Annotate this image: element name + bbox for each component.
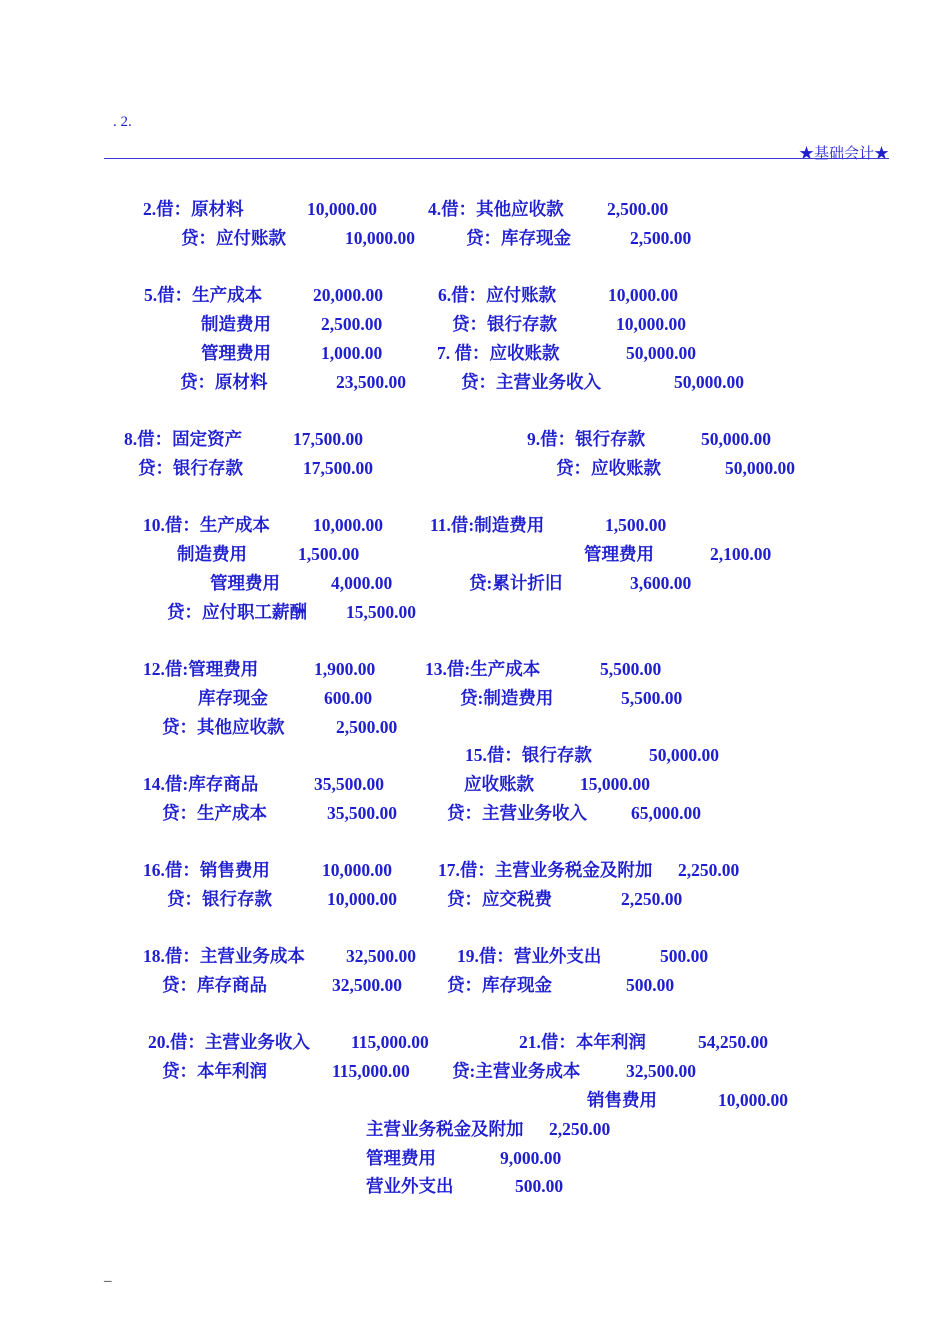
entry-13-debit-account: 13.借:生产成本 [425,659,541,679]
entry-18-debit-amount: 32,500.00 [346,946,416,966]
entry-5-debit-amount-3: 1,000.00 [321,343,383,363]
entry-11-debit-amount-2: 2,100.00 [710,544,772,564]
entry-16-credit-amount: 10,000.00 [327,889,397,909]
entry-12-credit-account: 贷：其他应收款 [162,717,285,737]
entry-4-debit-account: 4.借：其他应收款 [428,199,564,219]
entry-15-credit-amount: 65,000.00 [631,803,701,823]
entry-9-debit-amount: 50,000.00 [701,429,771,449]
entry-12-debit-account-2: 库存现金 [198,688,268,708]
header-divider [104,158,889,159]
entry-21-credit-account-3: 主营业务税金及附加 [366,1119,524,1139]
entry-21-credit-amount: 32,500.00 [626,1061,696,1081]
entry-21-credit-amount-3: 2,250.00 [549,1119,611,1139]
entry-12-credit-amount: 2,500.00 [336,717,398,737]
entry-21-credit-account-4: 管理费用 [366,1148,436,1168]
entry-21-debit-amount: 54,250.00 [698,1032,768,1052]
entry-6-credit-account: 贷：银行存款 [452,314,557,334]
entry-7-credit-account: 贷：主营业务收入 [461,372,601,392]
entry-21-credit-amount-5: 500.00 [515,1176,564,1196]
entry-11-debit-account: 11.借:制造费用 [430,515,545,535]
entry-5-debit-account-2: 制造费用 [201,314,271,334]
entry-6-credit-amount: 10,000.00 [616,314,686,334]
entry-14-credit-amount: 35,500.00 [327,803,397,823]
entry-18-credit-account: 贷：库存商品 [162,975,267,995]
entry-11-debit-amount: 1,500.00 [605,515,667,535]
entry-5-debit-amount: 20,000.00 [313,285,383,305]
entry-5-credit-amount: 23,500.00 [336,372,406,392]
document-header-title: ★基础会计★ [798,146,889,162]
entry-19-debit-amount: 500.00 [660,946,709,966]
entry-4-credit-account: 贷：库存现金 [466,228,571,248]
entry-13-credit-amount: 5,500.00 [621,688,683,708]
entry-8-credit-amount: 17,500.00 [303,458,373,478]
entry-15-debit-account-2: 应收账款 [464,774,534,794]
entry-21-credit-account-5: 营业外支出 [366,1176,454,1196]
entry-2-credit-amount: 10,000.00 [345,228,415,248]
entry-20-credit-account: 贷：本年利润 [162,1061,267,1081]
entry-17-credit-account: 贷：应交税费 [447,889,552,909]
entry-8-debit-amount: 17,500.00 [293,429,363,449]
entry-19-credit-amount: 500.00 [626,975,675,995]
entry-12-debit-account: 12.借:管理费用 [143,659,259,679]
entry-20-debit-account: 20.借：主营业务收入 [148,1032,310,1052]
entry-17-debit-amount: 2,250.00 [678,860,740,880]
entry-9-credit-account: 贷：应收账款 [556,458,661,478]
entry-15-credit-account: 贷：主营业务收入 [447,803,587,823]
entry-19-credit-account: 贷：库存现金 [447,975,552,995]
entry-15-debit-account: 15.借：银行存款 [465,745,592,765]
entry-16-debit-amount: 10,000.00 [322,860,392,880]
entry-5-debit-amount-2: 2,500.00 [321,314,383,334]
entry-4-debit-amount: 2,500.00 [607,199,669,219]
entry-10-debit-account-2: 制造费用 [177,544,247,564]
entry-7-credit-amount: 50,000.00 [674,372,744,392]
entry-8-debit-account: 8.借：固定资产 [124,429,243,449]
entry-16-debit-account: 16.借：销售费用 [143,860,270,880]
entry-10-debit-amount: 10,000.00 [313,515,383,535]
entry-17-debit-account: 17.借：主营业务税金及附加 [438,860,653,880]
entry-18-debit-account: 18.借：主营业务成本 [143,946,305,966]
entry-10-debit-amount-3: 4,000.00 [331,573,393,593]
entry-16-credit-account: 贷：银行存款 [167,889,272,909]
entry-17-credit-amount: 2,250.00 [621,889,683,909]
footer-mark: _ [104,1268,112,1284]
entry-6-debit-amount: 10,000.00 [608,285,678,305]
entry-21-credit-account: 贷:主营业务成本 [452,1061,581,1081]
entry-10-credit-account: 贷：应付职工薪酬 [167,602,307,622]
entry-2-debit-amount: 10,000.00 [307,199,377,219]
entry-14-debit-account: 14.借:库存商品 [143,774,259,794]
entry-7-debit-account: 7. 借：应收账款 [437,343,560,363]
entry-4-credit-amount: 2,500.00 [630,228,692,248]
entry-9-debit-account: 9.借：银行存款 [527,429,646,449]
entry-10-debit-account: 10.借：生产成本 [143,515,270,535]
entry-20-debit-amount: 115,000.00 [351,1032,429,1052]
entry-19-debit-account: 19.借：营业外支出 [457,946,602,966]
entry-10-credit-amount: 15,500.00 [346,602,416,622]
entry-10-debit-account-3: 管理费用 [210,573,280,593]
entry-2-credit-account: 贷：应付账款 [181,228,286,248]
entry-20-credit-amount: 115,000.00 [332,1061,410,1081]
entry-13-debit-amount: 5,500.00 [600,659,662,679]
entry-21-credit-amount-2: 10,000.00 [718,1090,788,1110]
entry-7-debit-amount: 50,000.00 [626,343,696,363]
entry-14-credit-account: 贷：生产成本 [162,803,267,823]
entry-9-credit-amount: 50,000.00 [725,458,795,478]
entry-11-debit-account-2: 管理费用 [584,544,654,564]
entry-5-debit-account-3: 管理费用 [201,343,271,363]
entry-2-debit-account: 2.借：原材料 [143,199,244,219]
entry-21-credit-account-2: 销售费用 [587,1090,657,1110]
entry-12-debit-amount: 1,900.00 [314,659,376,679]
entry-8-credit-account: 贷：银行存款 [138,458,243,478]
entry-12-debit-amount-2: 600.00 [324,688,373,708]
entry-21-credit-amount-4: 9,000.00 [500,1148,562,1168]
entry-18-credit-amount: 32,500.00 [332,975,402,995]
entry-10-debit-amount-2: 1,500.00 [298,544,360,564]
entry-15-debit-amount-2: 15,000.00 [580,774,650,794]
entry-13-credit-account: 贷:制造费用 [460,688,554,708]
entry-14-debit-amount: 35,500.00 [314,774,384,794]
entry-5-debit-account: 5.借：生产成本 [144,285,263,305]
page-number: . 2. [113,114,132,130]
entry-6-debit-account: 6.借：应付账款 [438,285,557,305]
entry-15-debit-amount: 50,000.00 [649,745,719,765]
entry-11-credit-amount: 3,600.00 [630,573,692,593]
entry-21-debit-account: 21.借：本年利润 [519,1032,646,1052]
entry-5-credit-account: 贷：原材料 [180,372,268,392]
entry-11-credit-account: 贷:累计折旧 [469,573,563,593]
